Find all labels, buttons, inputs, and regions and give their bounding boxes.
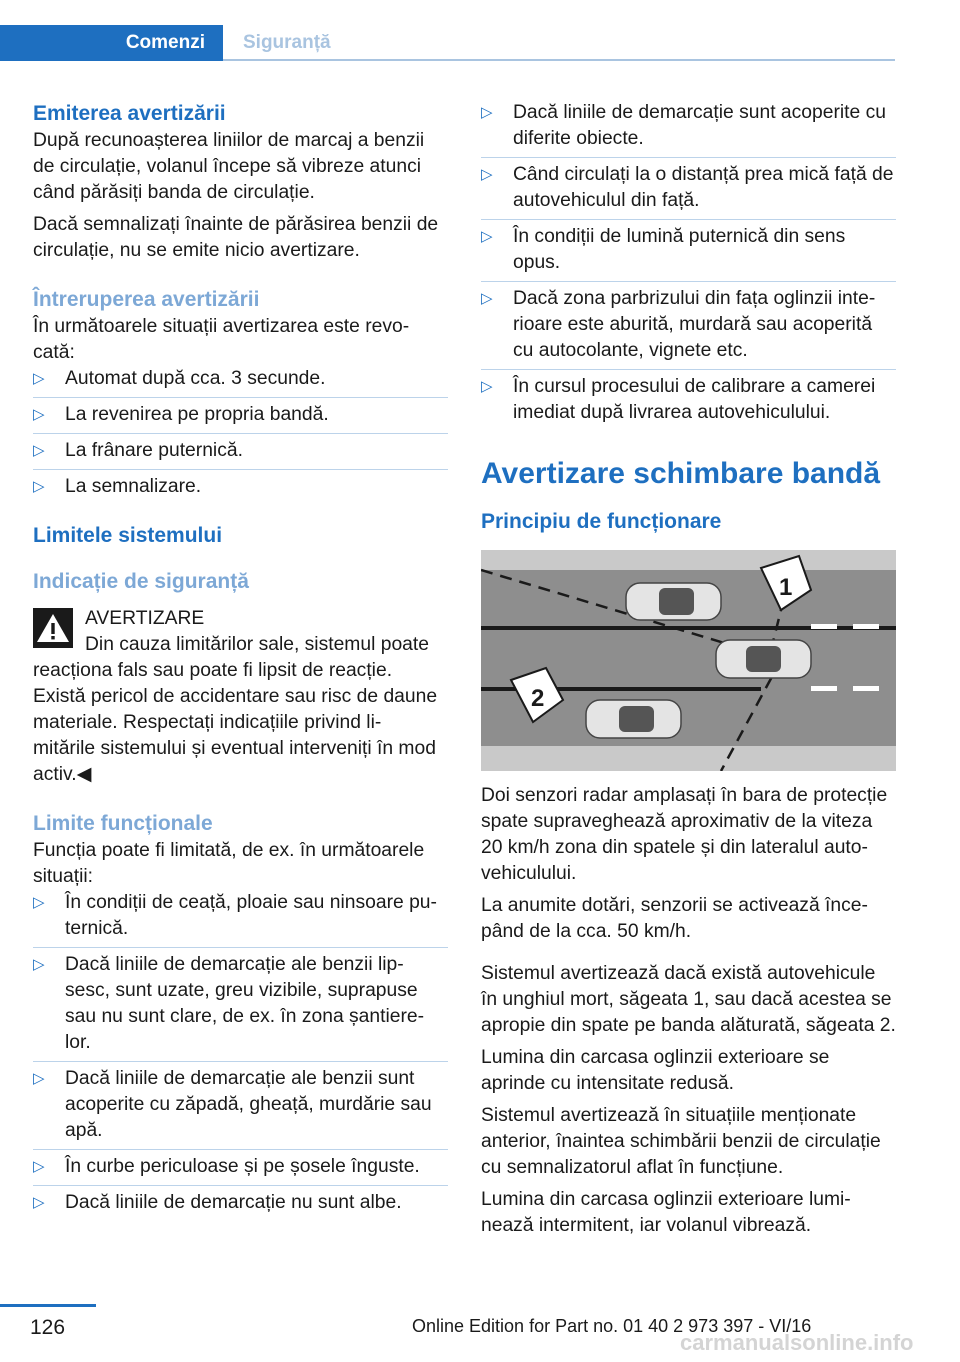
triangle-bullet-icon: ▷ (33, 1070, 45, 1087)
triangle-bullet-icon: ▷ (481, 104, 493, 121)
list-item (33, 952, 448, 1056)
list-item (33, 474, 448, 500)
triangle-bullet-icon: ▷ (33, 894, 45, 911)
heading-indicatie: Indicație de siguranță (33, 570, 249, 593)
list-item-text: În cursul procesului de calibrare a camerei imediat după livrarea autovehiculului. (513, 376, 876, 423)
triangle-bullet-icon: ▷ (33, 1194, 45, 1211)
arrow-2-label: 2 (531, 685, 545, 712)
right-column (481, 100, 896, 1239)
list-item-text: Dacă liniile de demarcație ale benzii sunt acoperite cu zăpadă, gheață, murdărie sau apă. (65, 1068, 432, 1141)
triangle-bullet-icon: ▷ (33, 478, 45, 495)
heading-limitele: Limitele sistemului (33, 524, 223, 547)
list-item-text: Dacă liniile de demarcație ale benzii lip‐ sesc, sunt uzate, greu vizibile, suprapuse sau nu sunt clare, de ex. în zona șantiere‐ lor. (65, 954, 425, 1053)
tab-siguranta[interactable] (223, 25, 331, 61)
warning-triangle-icon (33, 608, 73, 648)
lane-change-diagram (481, 550, 896, 771)
list-item-text: În condiții de ceață, ploaie sau ninsoare pu‐ ternică. (65, 892, 437, 939)
triangle-bullet-icon: ▷ (33, 442, 45, 459)
paragraph: Sistemul avertizează dacă există autovehicule în unghiul mort, săgeata 1, sau dacă acestea se apropie din spate pe banda alăturată, săgeata 2. (481, 963, 896, 1036)
warning-box (33, 606, 448, 788)
tab-comenzi[interactable] (0, 25, 223, 61)
list-item (33, 438, 448, 464)
paragraph: Funcția poate fi limitată, de ex. în următoarele situații: (33, 840, 425, 887)
left-column (33, 100, 448, 1216)
section-tabs (0, 25, 895, 61)
bullet-list (481, 100, 896, 426)
list-item (481, 162, 896, 214)
list-item (33, 1066, 448, 1144)
arrow-1-label: 1 (779, 574, 793, 601)
tab-comenzi-label: Comenzi (125, 32, 205, 53)
triangle-bullet-icon: ▷ (33, 370, 45, 387)
triangle-bullet-icon: ▷ (33, 956, 45, 973)
bullet-list (33, 366, 448, 500)
paragraph: Doi senzori radar amplasați în bara de protecție spate supraveghează aproximativ de la viteza 20 km/h zona din spatele și din lateralul auto‐ vehiculului. (481, 785, 888, 884)
car-1-icon (626, 583, 721, 620)
list-item (481, 286, 896, 364)
paragraph: În următoarele situații avertizarea este revo‐ cată: (33, 316, 410, 363)
triangle-bullet-icon: ▷ (33, 1158, 45, 1175)
paragraph: La anumite dotări, senzorii se activează înce‐ pând de la cca. 50 km/h. (481, 895, 868, 942)
list-item (33, 1190, 448, 1216)
triangle-bullet-icon: ▷ (33, 406, 45, 423)
list-item (33, 366, 448, 392)
list-item (33, 402, 448, 428)
triangle-bullet-icon: ▷ (481, 228, 493, 245)
heading-intreruperea: Întreruperea avertizării (33, 288, 260, 311)
list-item-text: La revenirea pe propria bandă. (65, 404, 329, 425)
heading-principiu: Principiu de funcționare (481, 510, 722, 533)
watermark: carmanualsonline.info (680, 1330, 914, 1355)
list-item-text: Automat după cca. 3 secunde. (65, 368, 326, 389)
car-2-icon (716, 640, 811, 678)
page-number: 126 (30, 1316, 66, 1339)
heading-avertizare-schimbare-banda: Avertizare schimbare bandă (481, 457, 881, 490)
triangle-bullet-icon: ▷ (481, 166, 493, 183)
bullet-list (33, 890, 448, 1216)
warning-title: AVERTIZARE (85, 608, 205, 629)
list-item-text: Dacă liniile de demarcație sunt acoperite cu diferite obiecte. (513, 102, 886, 149)
paragraph: După recunoașterea liniilor de marcaj a benzii de circulație, volanul începe să vibreze atunci când părăsiți banda de circulație. (33, 130, 425, 203)
list-item (481, 100, 896, 152)
edition-info: Online Edition for Part no. 01 40 2 973 397 - VI/16 (412, 1316, 812, 1336)
list-item-text: Dacă liniile de demarcație nu sunt albe. (65, 1192, 402, 1213)
triangle-bullet-icon: ▷ (481, 378, 493, 395)
list-item-text: La frânare puternică. (65, 440, 243, 461)
list-item (33, 1154, 448, 1180)
list-item (33, 890, 448, 942)
list-item-text: La semnalizare. (65, 476, 202, 497)
triangle-bullet-icon: ▷ (481, 290, 493, 307)
tab-siguranta-label: Siguranță (243, 32, 331, 53)
lane-change-illustration (481, 550, 896, 771)
car-3-icon (586, 700, 681, 738)
list-item-text: În curbe periculoase și pe șosele înguste. (65, 1156, 420, 1177)
paragraph: Lumina din carcasa oglinzii exterioare lumi‐ nează intermitent, iar volanul vibrează. (481, 1189, 851, 1236)
heading-emiterea: Emiterea avertizării (33, 102, 226, 125)
footer-rule (0, 1304, 96, 1307)
list-item-text: Dacă zona parbrizului din fața oglinzii inte‐ rioare este aburită, murdară sau acoperită cu autocolante, vignete etc. (513, 288, 876, 361)
paragraph: Lumina din carcasa oglinzii exterioare se aprinde cu intensitate redusă. (481, 1047, 830, 1094)
paragraph: Dacă semnalizați înainte de părăsirea benzii de circulație, nu se emite nicio avertizare. (33, 214, 439, 261)
paragraph: Sistemul avertizează în situațiile menționate anterior, înaintea schimbării benzii de circulație cu semnalizatorul aflat în funcțiune. (481, 1105, 881, 1178)
list-item-text: Când circulați la o distanță prea mică față de autovehiculul din față. (513, 164, 894, 211)
list-item (481, 374, 896, 426)
warning-text: Din cauza limitărilor sale, sistemul poate reacționa fals sau poate fi lipsit de reacție. Există pericol de accidentare sau risc de daune materiale. Respectați indicațiile privind li‐ mitările sistemului și eventual interveniți în mod activ.◀ (33, 634, 438, 785)
tab-underline (223, 59, 895, 61)
heading-limite-functionale: Limite funcționale (33, 812, 213, 835)
list-item (481, 224, 896, 276)
list-item-text: În condiții de lumină puternică din sens opus. (513, 226, 846, 273)
